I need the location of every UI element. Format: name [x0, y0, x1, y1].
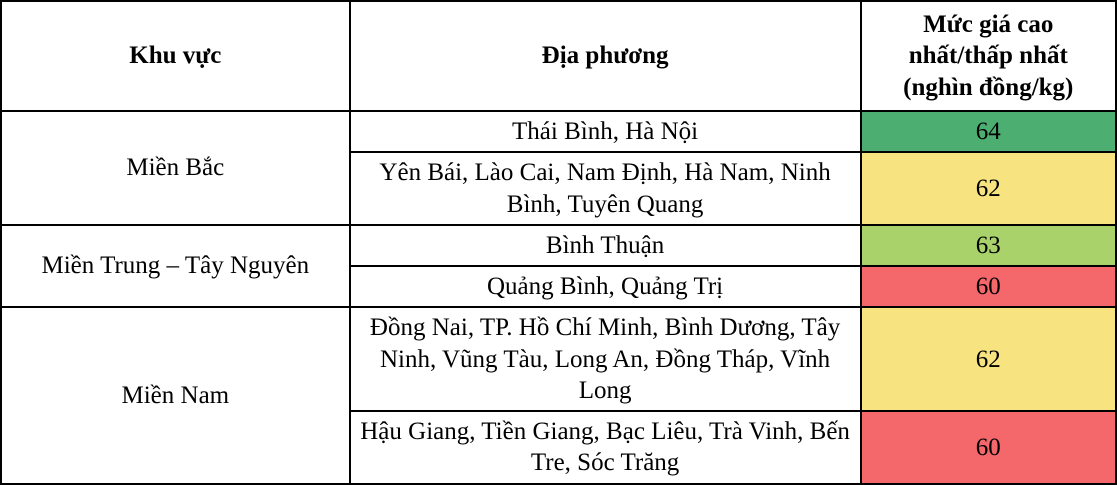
column-header-region: Khu vực	[1, 1, 350, 111]
column-header-price-line2: nhất/thấp nhất	[908, 42, 1068, 70]
region-cell-south: Miền Nam	[1, 307, 350, 483]
column-header-locality: Địa phương	[350, 1, 861, 111]
locality-cell: Đồng Nai, TP. Hồ Chí Minh, Bình Dương, Tây Ninh, Vũng Tàu, Long An, Đồng Tháp, Vĩnh Long	[350, 307, 861, 411]
table-header	[1, 1, 1116, 111]
price-cell: 63	[861, 225, 1116, 266]
price-cell: 60	[861, 411, 1116, 484]
region-cell-central-highlands: Miền Trung – Tây Nguyên	[1, 225, 350, 308]
table-body	[1, 111, 1116, 484]
table-row	[1, 225, 1116, 266]
price-cell: 64	[861, 111, 1116, 152]
price-cell: 60	[861, 266, 1116, 307]
locality-cell: Yên Bái, Lào Cai, Nam Định, Hà Nam, Ninh Bình, Tuyên Quang	[350, 152, 861, 225]
table-row	[1, 111, 1116, 152]
column-header-price	[861, 1, 1116, 111]
column-header-price-line3: (nghìn đồng/kg)	[903, 73, 1074, 101]
locality-cell: Bình Thuận	[350, 225, 861, 266]
table-row	[1, 307, 1116, 411]
header-row	[1, 1, 1116, 111]
locality-cell: Thái Bình, Hà Nội	[350, 111, 861, 152]
price-cell: 62	[861, 152, 1116, 225]
price-cell: 62	[861, 307, 1116, 411]
column-header-price-line1: Mức giá cao	[923, 11, 1054, 39]
region-cell-north: Miền Bắc	[1, 111, 350, 225]
locality-cell: Quảng Bình, Quảng Trị	[350, 266, 861, 307]
locality-cell: Hậu Giang, Tiền Giang, Bạc Liêu, Trà Vinh, Bến Tre, Sóc Trăng	[350, 411, 861, 484]
